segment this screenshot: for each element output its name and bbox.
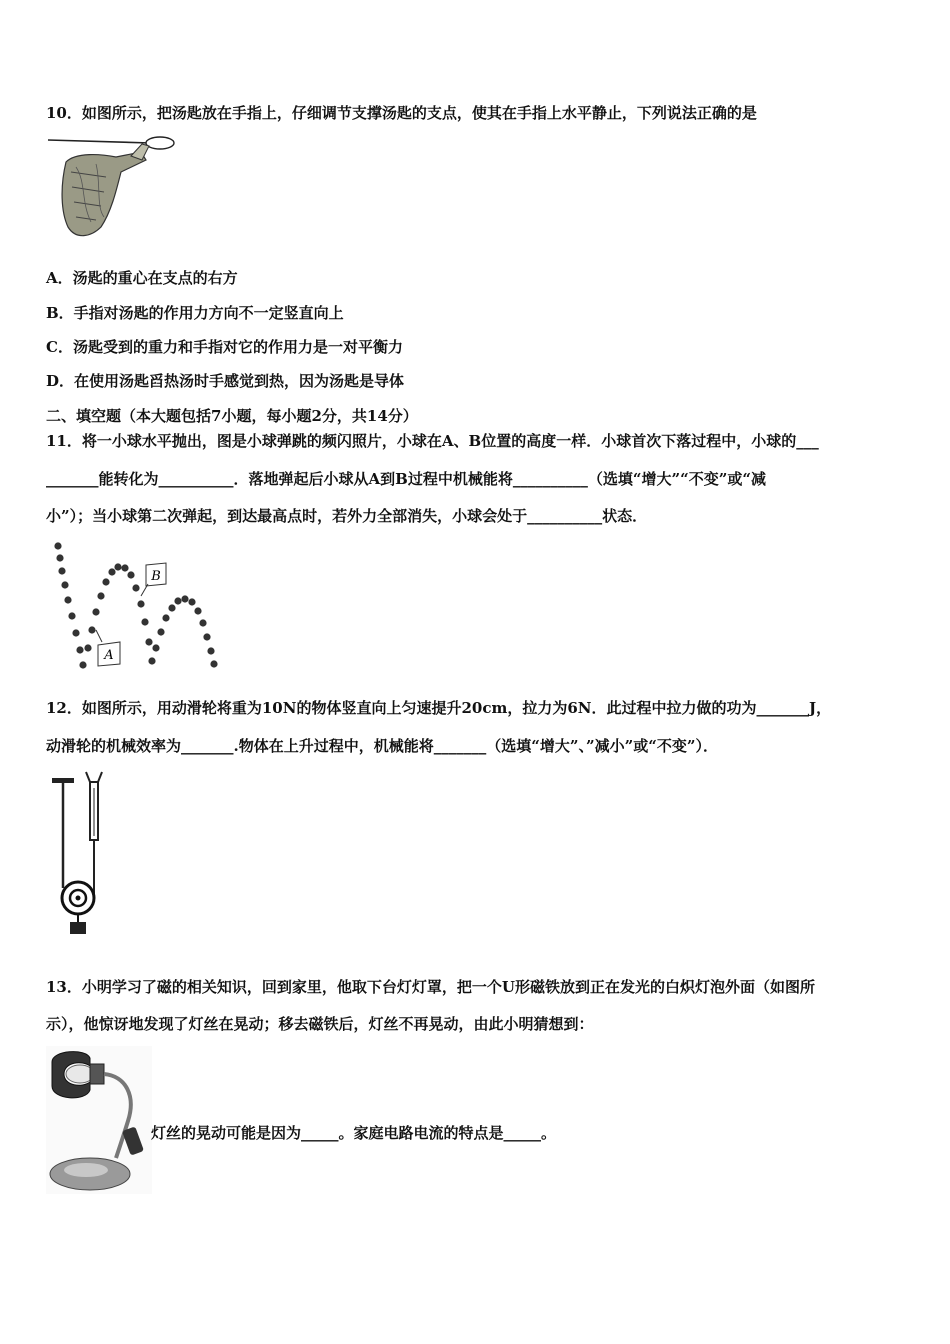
spoon-on-finger-figure [46, 132, 178, 244]
q13-line1: 13．小明学习了磁的相关知识，回到家里，他取下台灯灯罩，把一个U形磁铁放到正在发光的白炽灯泡外面（如图所 [46, 978, 815, 996]
label-b: B [151, 569, 161, 584]
q10-option-b: B．手指对汤匙的作用力方向不一定竖直向上 [46, 304, 344, 322]
q10-option-c: C．汤匙受到的重力和手指对它的作用力是一对平衡力 [46, 338, 403, 356]
q11-line1: 11．将一小球水平抛出，图是小球弹跳的频闪照片，小球在A、B位置的高度一样．小球首次下落过程中，小球的___ [46, 432, 819, 450]
bouncing-ball-figure [46, 538, 226, 673]
q12-line1: 12．如图所示，用动滑轮将重为10N的物体竖直向上匀速提升20cm，拉力为6N．此过程中拉力做的功为_______J， [46, 699, 832, 717]
q11-line2: _______能转化为__________．落地弹起后小球从A到B过程中机械能将__________（选填“增大”“不变”或“减 [46, 470, 766, 488]
movable-pulley-figure [46, 768, 116, 938]
q13-line3: 灯丝的晃动可能是因为_____。家庭电路电流的特点是_____。 [151, 1124, 557, 1142]
q11-line3: 小”）；当小球第二次弹起，到达最高点时，若外力全部消失，小球会处于__________状态． [46, 507, 648, 525]
section-title: 二、填空题（本大题包括7小题，每小题2分，共14分） [46, 407, 418, 425]
desk-lamp-magnet-figure [46, 1046, 152, 1194]
q10-stem: 10．如图所示，把汤匙放在手指上，仔细调节支撑汤匙的支点，使其在手指上水平静止，下列说法正确的是 [46, 104, 757, 122]
label-a: A [104, 648, 114, 663]
q10-option-a: A．汤匙的重心在支点的右方 [46, 269, 238, 287]
q12-line2: 动滑轮的机械效率为_______.物体在上升过程中，机械能将_______（选填“增大”、”减小”或“不变”）． [46, 737, 718, 755]
q10-option-d: D．在使用汤匙舀热汤时手感觉到热，因为汤匙是导体 [46, 372, 405, 390]
q13-line2: 示），他惊讶地发现了灯丝在晃动；移去磁铁后，灯丝不再晃动，由此小明猜想到： [46, 1015, 594, 1033]
